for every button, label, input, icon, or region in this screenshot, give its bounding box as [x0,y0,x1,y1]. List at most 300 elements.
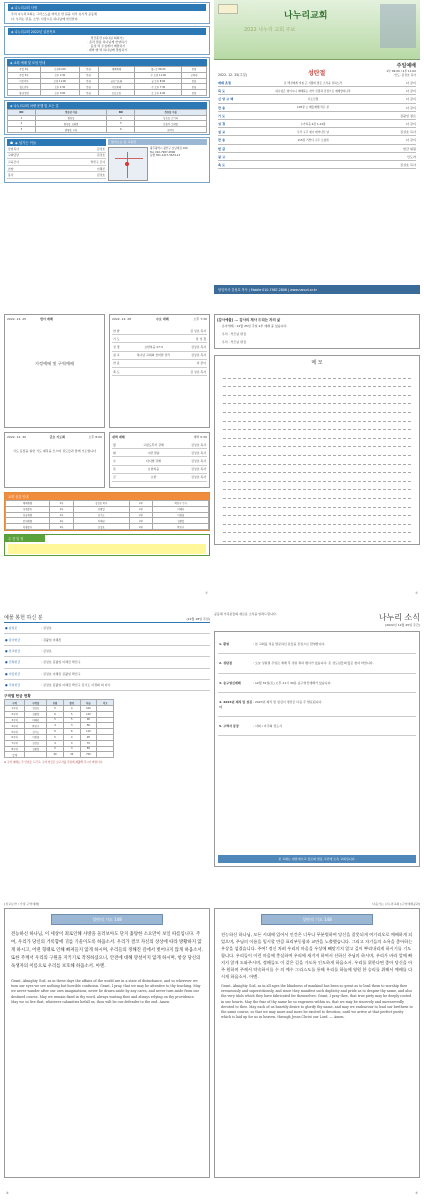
page-prayer-korean [4,900,210,1196]
phone: Tel. 010-7987-2806 [150,150,176,154]
banner-tagline: 2022 나누리 교회 주보 [244,27,296,33]
news-intro: 공동체 가족분들의 새로운 소식을 알려드립니다. [214,612,277,616]
serving-cell: 1부 [50,501,74,507]
sec2-time: 오후 7:30 [193,317,207,321]
prayer-header-left: [성교요약 / 가정 구역예배] [4,902,40,906]
district-cell [97,752,114,758]
district-cell: 김성호 [25,706,47,712]
district-cell: 6 [63,729,80,735]
district-row [5,752,114,758]
schedule-cell: 주일 1부 [8,67,41,73]
order-label: 예배 초청 [218,81,232,86]
serving-cell: 1부 [50,524,74,530]
offering-names: : 김성호 김광일 이혜진 박진구 김기도 이경희 외 다수 [41,683,111,688]
wednesday-row [112,352,207,360]
schedule-cell: 금 오후 8:00 [135,78,182,84]
dawn-content: 요한복음 [147,467,160,472]
district-header-cell: 구역장 [25,700,47,706]
memo-lines [223,370,411,542]
goals-title: ◈ 나누리교회 2022년 실천목표 [8,28,206,35]
district-cell: 100 [80,706,97,712]
route-cell: 호박사 [135,127,207,133]
pastors-title: ◈ 섬기는 이들 [15,141,37,146]
banner [214,0,420,60]
district-cell: 90 [80,717,97,723]
memo-line [223,473,411,482]
route-cell: 4 [107,115,135,121]
order-label: 기 도 [218,113,226,118]
serving-cell: 이경희 [153,512,209,518]
district-header-cell: 헌금 [80,700,97,706]
memo-line [223,516,411,525]
serving-cell: 2부 [129,506,153,512]
route-cell: 3 [8,127,36,133]
pastor-row [7,153,106,160]
route-cell: 1 [8,115,36,121]
district-cell: 85 [80,746,97,752]
district-cell: 김광일 [25,746,47,752]
dawn-content: 다니엘 강해 [146,458,161,463]
schedule-table [7,66,207,96]
logo-image [218,4,238,14]
route-header-cell: NO [107,109,135,115]
dawn-content: 시편 말씀 [147,450,160,455]
church-photo [380,4,416,48]
wednesday-leader: 김성호 목사 [191,353,206,358]
district-cell: 750 [80,752,97,758]
order-leader: 김광일 장로 [400,113,416,118]
pastor-role: 봉사 [8,173,14,178]
schedule-cell: 오후 1:30 [40,84,79,90]
page-worship-order [214,0,420,296]
serving-cell: 이혜진 [74,518,129,524]
offering-row [4,646,210,657]
news-item [218,693,416,717]
district-cell: 이경희 [25,734,47,740]
order-label: 신 앙 고 백 [218,97,234,102]
news-item-text: : 본 교회를 처음 방문하신 분들을 진심으로 환영합니다. [253,642,326,646]
district-cell: 김기도 [25,729,47,735]
order-row [218,112,416,120]
pastor-name: 김성호 [96,146,105,151]
route-header-cell: 정류장 이름 [35,109,107,115]
goal-line-3: · 동성 떡 주심에서 배함하기 [88,44,126,48]
goal-line-1: 경건훈련 (하나님 의뢰기) [90,36,124,40]
order-row [218,87,416,95]
route-cell: 6 [107,127,135,133]
prayer-header-right: 다음기는 나누리교회 [구역예배공과] [372,902,420,906]
prayer-english-right: Grant, Almighty God, as in all ages the blindness of mankind has been so great as to lead them to worship thee erroneously and superstitiously, and since they manifest such duplicity and pride as to despise thy name, and also the very idols which they have fabricated for themselves: Grant, I pray thee, that true piety may be deeply rooted in our hearts. May the fear of thy name be so engraven within us, that we may be sincerely and unreservedly devoted to thee. May each of us heartily desire to glorify thy name, and may we endeavour to lead our brethren to the same course, so that we may more and more be excited to devotion, until we arrive at that perfect purity which is laid up for us in heaven, through Jesus Christ our Lord. — Amen. [221,984,413,1020]
order-row [218,95,416,103]
district-cell: 박진구 [25,723,47,729]
sec1-date: 2022. 12. 25 [7,317,27,321]
serving-cell: 이혜진 [153,506,209,512]
district-cell: 김성호 [25,740,47,746]
district-cell: 4구역 [5,723,25,729]
district-cell: 8구역 [5,746,25,752]
pastor-name: 김성호 [96,173,105,178]
schedule-cell: 본당 [182,84,207,90]
memo-line [223,456,411,465]
schedule-cell: 오전11:00 [40,67,79,73]
order-label: 묵 도 [218,89,226,94]
pastors-list [7,146,106,179]
page-schedule [4,300,210,596]
route-cell: 2 [8,121,36,127]
serving-cell: 헌금위원 [6,512,50,518]
sec3-title: 금요 기도회 [49,435,66,439]
dawn-label: 수 [113,458,116,463]
sec3-date: 2022. 12. 30 [7,435,27,439]
order-content: 115장 기쁘다 구주 오셨네 [297,137,329,142]
spread-weekly [0,300,424,600]
news-item-label: 1. 환영 [219,642,230,646]
wednesday-leader: 당 성 경 [195,336,206,341]
district-cell: 김광일 [25,711,47,717]
route-header-cell: NO [8,109,36,115]
district-cell: 4 [47,723,64,729]
dawn-label: 목 [113,467,116,472]
wednesday-content: 요한복음 17:3 [144,344,163,349]
thanks-item-1: · 유아세례 : 12월 25일 주일 2부 예배 중 있습니다. [220,324,288,328]
district-cell: 3구역 [5,717,25,723]
pastor-role: 교육간사 [8,160,19,165]
serving-cell: 1부 [50,512,74,518]
service-time: 1부 09:00 / 2부 11:00 [386,69,416,73]
pastor-role: 담임목사 [8,146,19,151]
district-cell: 4 [47,740,64,746]
news-item-label: 2. 성탄절 [219,661,232,666]
weekly-schedule-title: 주 간 일 정 [5,535,45,542]
district-cell: 4 [63,740,80,746]
offering-names: : 김광일 이혜진 [41,637,62,642]
mission-line-2: 다. 우리는 믿음, 소망, 사랑으로 하나님께 헌신한다. [11,17,79,21]
bank-account: 농협 351-1217-5679-13 [150,154,181,158]
wednesday-content [127,370,180,374]
mission-line-1: 우리 나누리교회는 그리스도를 머리로 한 몸을 이루 유기적 공동체 [11,12,97,16]
order-content: 사도신경 [307,96,319,101]
spread-cover [0,0,424,300]
district-header-cell: 비고 [97,700,114,706]
serving-cell: 박진구 간사 [153,501,209,507]
district-note: ※ 구역 예배는 각 단위로 드리고, 구역 헌금은 보고서를 주일에 제출해 주시기 바랍니다. [4,761,103,765]
spread-offerings-news [0,600,424,900]
schedule-cell: 본당 [79,78,98,84]
order-content: 누가복음 2장 1-14절 [300,121,326,126]
worship-order-list [214,79,420,169]
offering-names: : 김성호 이혜진 김광일 박진구 [41,671,81,676]
sec2-date: 2022. 12. 28 [112,317,132,321]
mission-title: ◈ 나누리교회 사명 [8,4,206,11]
district-cell: 6 [47,729,64,735]
dawn-leader: 김성호 목사 [191,458,206,463]
district-cell: 5 [63,711,80,717]
sec4-time: 새벽 5:30 [193,435,207,439]
pastor-name: 박진구 간사 [90,160,105,165]
wednesday-content [127,337,180,341]
wednesday-label: 성 경 [113,344,120,349]
order-label: 성 경 [218,122,226,127]
schedule-cell: 수요예배 [98,84,135,90]
order-leader: 김성호 목사 [400,130,416,135]
wednesday-row [112,343,207,351]
memo-line [223,387,411,396]
schedule-cell: 청년/장년 [8,90,41,96]
order-content: 하나님은 영이시니 예배하는 자가 신령과 진정으로 예배할지니라 [275,88,351,93]
service-name: 주일예배 [396,63,416,69]
route-cell: 동호동 오거리 [135,115,207,121]
district-cell: 120 [80,711,97,717]
pastor-row [7,146,106,153]
district-cell: 7구역 [5,740,25,746]
schedule-cell: 월~토 06:00 [135,67,182,73]
route-cell: 광천동 [35,115,107,121]
order-row [218,79,416,87]
memo-line [223,499,411,508]
dawn-rows [112,441,207,482]
memo-line [223,379,411,388]
district-header-cell: 인원 [47,700,64,706]
page-news [214,600,420,896]
schedule-cell: 토요모임 [98,90,135,96]
page-prayer-english [214,900,420,1196]
news-title: 나누리 소식 [378,613,420,622]
church-name: 나누리교회 [284,11,328,21]
news-item [218,674,416,693]
serving-cell: 예배위원 [6,501,50,507]
bulletin-title: 성탄절 [307,70,326,77]
page-number: ③ [415,591,418,595]
serving-cell: 안내위원 [6,518,50,524]
district-cell: 3 [63,746,80,752]
schedule-row [8,90,207,96]
schedule-cell: 본당 [79,90,98,96]
news-item [218,635,416,654]
order-label: 찬 송 [218,105,226,110]
schedule-cell: 새벽예배 [98,67,135,73]
wednesday-row [112,335,207,343]
offering-rows [4,623,210,691]
news-item-text: : 2023년 제직 및 섬김이 명단은 다음 주 발표됩니다. [253,700,323,705]
district-cell: 6 [47,711,64,717]
news-item-text: : 사회 / 이주희 전도사 [253,724,283,729]
schedule-cell: 오후 1:30 [40,72,79,78]
offerings-title: 예물 봉헌 하신 분 [4,615,43,621]
offering-row [4,657,210,668]
district-cell: 5 [47,746,64,752]
district-cell: 5 [63,717,80,723]
news-items [218,635,416,736]
thanks-header: [감사예물] ... 감사의 제사 드리는 자의 삶 [217,318,281,322]
page-memo [214,300,420,596]
dawn-content: 요한 [150,475,157,480]
schedule-title: ◈ 교회 예배 및 모임 안내 [7,59,207,66]
offering-row [4,634,210,645]
dawn-row [112,457,207,465]
goal-line-4: · 새벽 엘 떡 하나님께 경청하기 [86,48,128,52]
schedule-cell: 수 오후 7:30 [135,84,182,90]
wednesday-content: 하나님 교회의 신비한 진리 [136,353,171,358]
pastor-row [7,166,106,173]
schedule-cell: 토 오후 2:00 [135,90,182,96]
offering-type: ● 건축헌금 [5,660,21,665]
wednesday-label: 축 도 [113,369,120,374]
dawn-leader: 김성호 목사 [191,467,206,472]
order-row [218,128,416,136]
order-leader: 다 같이 [406,97,416,102]
dawn-content: 고린도후서 강해 [143,442,164,447]
district-cell: 34 [63,752,80,758]
wednesday-leader: 김 성호 목사 [190,369,206,374]
weekly-schedule-area [8,544,206,554]
memo-line [223,439,411,448]
serving-cell: 김광일 [74,506,129,512]
district-cell: 5 [47,717,64,723]
page-number: ⑤ [415,1191,418,1195]
news-subtitle: (2022년 12월 25일 주간) [385,623,420,627]
memo-line [223,404,411,413]
district-cell: 이혜진 [25,717,47,723]
district-cell: 2구역 [5,711,25,717]
memo-line [223,422,411,431]
route-cell: 광천동 교회앞 [35,121,107,127]
officiant: 인도: 김성호 목사 [394,73,416,77]
district-cell: 40 [47,752,64,758]
serving-cell: 2부 [129,524,153,530]
order-row [218,136,416,144]
order-leader: 인도자 [407,154,416,159]
order-leader: 다 같이 [406,138,416,143]
order-row [218,153,416,161]
news-footer: 본 교회는 대한예수교 장로회 합동 교단에 소속 교회입니다. [218,855,416,863]
dawn-row [112,474,207,482]
schedule-cell: 본당 [79,84,98,90]
wednesday-row [112,360,207,368]
pastor-name: 김성호 [96,153,105,158]
schedule-cell: 교육관 [182,72,207,78]
dawn-label: 월 [113,442,116,447]
offering-type: ● 사랑헌금 [5,671,21,676]
order-label: 헌 금 [218,146,226,151]
order-content: 온 백성에게 미칠 큰 기쁨의 좋은 소식을 전하노라 [284,80,342,85]
memo-line [223,465,411,474]
directions-title: 찾아오는 길 교통편 [108,139,207,145]
offering-type: ● 감사헌금 [5,637,21,642]
district-cell: 5 [47,734,64,740]
serving-cell: 김기도 [74,512,129,518]
news-item-label: 3. 송구영신예배 [219,680,241,685]
memo-line [223,370,411,379]
map-image [108,147,148,181]
wednesday-label: 찬 양 [113,328,120,333]
offering-row [4,623,210,634]
route-cell: 보통이 오회앞 [135,121,207,127]
offering-row [4,680,210,691]
offering-names: : 김성호 김광일 이혜진 박진구 [41,660,81,665]
serving-row [6,524,209,530]
schedule-cell: 본당 [182,90,207,96]
thanks-item-2: · 우리 : 부모님 편집 [220,332,247,336]
route-cell: 광양동 시장 [35,127,107,133]
serving-title: 교회 섬김 안내 [5,493,209,500]
memo-line [223,396,411,405]
order-label: 찬 송 [218,138,226,143]
goal-line-2: · 온라 말씀 하나님께 찬양하기 [87,40,127,44]
offering-names: : 김성호 [41,626,52,631]
district-cell: 80 [80,723,97,729]
wednesday-leader: 김 성호 목사 [190,328,206,333]
dawn-label: 화 [113,450,116,455]
district-cell: 합계 [5,752,25,758]
schedule-cell: 본당 [79,72,98,78]
district-cell: 70 [80,740,97,746]
prayer-body-right: 전능하신 하나님, 모든 시대에 있어서 인간은 너무나 무분별하여 당신을 잘못되게 여기리오로 예배하게 되었으며, 주님의 이름을 밀시할 만큼 표리부동함과 교만을 노출했습니다. 그리고 자기들의 소욕을 좋아하는 우상을 섬겼습니다. 주여! 정신 차려 우리의 마음을 우상에 빼앗기지 않고 깊이 뿌리내리게 하시기를 기도합니다. 우리들이 이런 마음에 충실하여 우리에 새겨져 하여서 선하신 주님의 하시며, 우리가 바라 앞에 빠지지 않게 도와주시며, 정해들도 이 같은 길을 가도록 인도하게 하옵소서. 우리를 위한다면 좋아 당신을 아주 원하며 주께서 약속하시를 수 의 예수 그리스도를 통해 우리를 하늘에 영원 한 승리를 위해서 예배를 다시게 하옵소서. 아멘. [221,932,413,979]
order-label: 축 도 [218,162,226,167]
wednesday-content [127,361,180,365]
pastor-row [7,172,106,179]
schedule-cell: 청소년부 [8,84,41,90]
offering-type: ● 주일헌금 [5,683,21,688]
prayer-title-left: 성탄의 기도 148 [51,914,163,925]
sec1-body: 가정예배 및 구역예배 [34,361,75,366]
wednesday-rows [112,327,207,376]
memo-line [223,525,411,534]
page-number: ⑥ [6,1191,9,1195]
serving-cell: 2부 [129,518,153,524]
serving-cell: 1부 [50,518,74,524]
memo-line [223,490,411,499]
order-row [218,145,416,153]
spread-prayer [0,900,424,1200]
route-table [7,109,207,133]
address: 광주광역시 광산구 호남대길 100 [150,147,188,151]
district-cell: 6구역 [5,734,25,740]
memo-line [223,482,411,491]
memo-line [223,447,411,456]
memo-title: 메 모 [311,360,323,366]
sec1-title: 헌아 예배 [40,317,53,321]
prayer-title-right: 성탄의 기도 148 [261,914,373,925]
news-item-label: 4. 2023년 제직 및 섬김이 [219,700,253,709]
district-cell: 95 [80,734,97,740]
order-content: 105장 오 베들레헴 작은 골 [297,105,329,110]
schedule-cell: 본당 [79,67,98,73]
news-item [218,654,416,673]
order-label: 설 교 [218,130,226,135]
order-leader: 헌금 위원 [403,146,416,151]
schedule-cell: 본당 [182,78,207,84]
serving-cell: 1부 [50,506,74,512]
dawn-row [112,441,207,449]
order-leader: 다 같이 [406,81,416,86]
pastor-role: 찬양 [8,166,14,171]
order-content: 우리 구주 예수 태어나신 날 [297,129,329,134]
serving-cell: 2부 [129,512,153,518]
thanks-item-3: · 우리 : 부모님 편집 [220,340,247,344]
district-cell: 5구역 [5,729,25,735]
sec4-title: 새벽 예배 [112,435,125,439]
order-leader: 다 같이 [406,105,416,110]
district-cell: 1구역 [5,706,25,712]
route-cell: 5 [107,121,135,127]
district-cell: 4 [63,706,80,712]
serving-cell: 김성호 목사 [74,501,129,507]
schedule-cell: 금요기도회 [98,78,135,84]
district-header-cell: 구역 [5,700,25,706]
schedule-cell: 수 오전 11:00 [135,72,182,78]
district-table-title: 구역별 헌금 현황 [4,694,31,699]
route-title: ◈ 나누리교회 차량 운행 및 오는 길 [7,102,207,109]
